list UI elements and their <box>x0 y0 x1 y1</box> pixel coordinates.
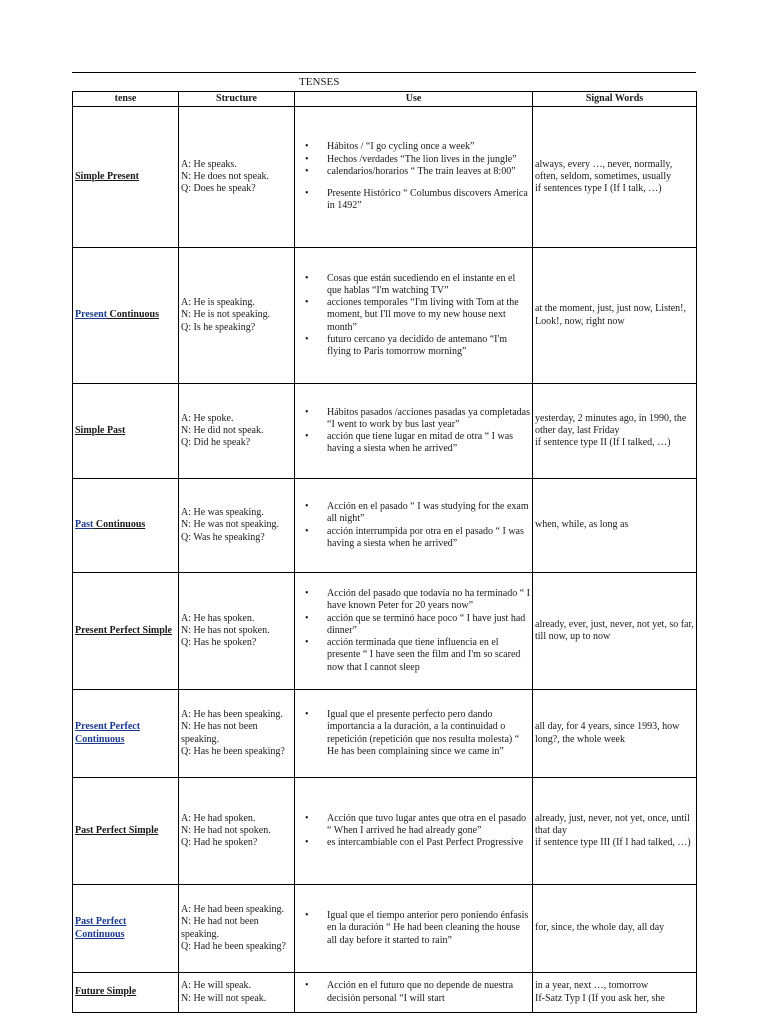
tense-name: Present Perfect Simple <box>75 624 172 636</box>
use-list <box>297 588 530 673</box>
use-item: • Igual que el tiempo anterior pero poniendo énfasis en la duración “ He had been cleaning the house all day before it started to rain” <box>327 910 530 947</box>
use-cell <box>295 479 533 573</box>
structure-cell <box>179 778 295 885</box>
signal-words-line: already, ever, just, never, not yet, so far, till now, up to now <box>535 618 694 642</box>
tense-cell <box>73 248 179 384</box>
structure-line: N: He will not speak. <box>181 992 267 1004</box>
structure-line: N: He had not spoken. <box>181 824 271 836</box>
use-list <box>297 273 530 358</box>
signal-words-line: always, every …, never, normally, often, seldom, sometimes, usually <box>535 158 673 182</box>
tense-cell <box>73 573 179 690</box>
structure-line: A: He is speaking. <box>181 297 255 309</box>
signal-words-line: If-Satz Typ I (If you ask her, she <box>535 992 665 1004</box>
signal-words-cell <box>533 973 697 1013</box>
use-item: • Hábitos pasados /acciones pasadas ya completadas “I went to work by bus last year” <box>327 407 530 431</box>
table-row <box>73 479 697 573</box>
table-row <box>73 107 697 248</box>
structure-line: A: He spoke. <box>181 412 234 424</box>
tense-name: Past Perfect Continuous <box>75 916 127 940</box>
header-tense: tense <box>73 92 179 107</box>
use-item: • acciones temporales “I'm living with Tom at the moment, but I'll move to my new house next month” <box>327 297 530 334</box>
structure-cell <box>179 885 295 973</box>
structure-cell <box>179 973 295 1013</box>
signal-words-cell <box>533 573 697 690</box>
tense-cell <box>73 384 179 479</box>
page-title: TENSES <box>299 76 340 88</box>
structure-line: A: He speaks. <box>181 158 237 170</box>
signal-words-line: if sentence type III (If I had talked, …) <box>535 837 691 849</box>
tense-cell <box>73 479 179 573</box>
use-item: • Presente Histórico “ Columbus discovers America in 1492” <box>327 188 530 212</box>
use-item: • futuro cercano ya decidido de antemano “I'm flying to Paris tomorrow morning” <box>327 334 530 358</box>
table-row <box>73 973 697 1013</box>
structure-cell <box>179 573 295 690</box>
structure-line: A: He has been speaking. <box>181 709 283 721</box>
structure-line: Q: Has he spoken? <box>181 637 257 649</box>
tense-name: Simple Present <box>75 170 139 182</box>
structure-line: N: He did not speak. <box>181 424 264 436</box>
use-cell <box>295 107 533 248</box>
tense-name: Past <box>75 519 94 531</box>
structure-line: A: He will speak. <box>181 980 251 992</box>
signal-words-cell <box>533 384 697 479</box>
tense-name: Present Perfect Continuous <box>75 721 141 745</box>
table-row <box>73 778 697 885</box>
tense-cell <box>73 690 179 778</box>
structure-line: A: He has spoken. <box>181 612 255 624</box>
use-item: • Igual que el presente perfecto pero dando importancia a la duración, a la continuidad o repetición (repetición que nos resulta molesta) “ He has been complaining since we came in” <box>327 709 530 758</box>
signal-words-line: at the moment, just, just now, Listen!, Look!, now, right now <box>535 303 687 327</box>
signal-words-cell <box>533 107 697 248</box>
use-cell <box>295 690 533 778</box>
use-item: • acción que se terminó hace poco “ I have just had dinner” <box>327 613 530 637</box>
table-row <box>73 384 697 479</box>
use-list <box>297 980 530 1004</box>
structure-line: N: He had not been speaking. <box>181 916 262 940</box>
structure-line: N: He is not speaking. <box>181 309 271 321</box>
use-item: • es intercambiable con el Past Perfect Progressive <box>327 837 530 849</box>
structure-line: N: He was not speaking. <box>181 519 280 531</box>
use-cell <box>295 384 533 479</box>
header-row <box>73 92 697 107</box>
use-item: • calendarios/horarios “ The train leaves at 8:00” <box>327 166 530 178</box>
structure-line: A: He was speaking. <box>181 507 264 519</box>
signal-words-line: if sentence type II (If I talked, …) <box>535 437 671 449</box>
structure-line: Q: Was he speaking? <box>181 531 265 543</box>
signal-words-cell <box>533 479 697 573</box>
structure-line: N: He does not speak. <box>181 170 270 182</box>
use-item: • Acción que tuvo lugar antes que otra en el pasado “ When I arrived he had already gone” <box>327 813 530 837</box>
signal-words-cell <box>533 778 697 885</box>
structure-cell <box>179 384 295 479</box>
use-cell <box>295 778 533 885</box>
tense-name: Future Simple <box>75 986 137 998</box>
structure-line: Q: Has he been speaking? <box>181 745 285 757</box>
signal-words-cell <box>533 248 697 384</box>
tense-cell <box>73 885 179 973</box>
structure-line: Q: Does he speak? <box>181 183 256 195</box>
header-use: Use <box>295 92 533 107</box>
use-item: • acción terminada que tiene influencia en el presente “ I have seen the film and I'm so scared now that I cannot sleep <box>327 637 530 674</box>
use-item: • Cosas que están sucediendo en el instante en el que hablas “I'm watching TV” <box>327 273 530 297</box>
table-row <box>73 690 697 778</box>
use-item: • Hábitos / “I go cycling once a week” <box>327 141 530 153</box>
use-list <box>297 813 530 850</box>
signal-words-line: for, since, the whole day, all day <box>535 922 665 934</box>
use-item: • Acción del pasado que todavía no ha terminado “ I have known Peter for 20 years now” <box>327 588 530 612</box>
structure-line: Q: Is he speaking? <box>181 321 256 333</box>
tense-name-suffix: Continuous <box>107 309 159 321</box>
tense-name-suffix: Continuous <box>93 519 146 531</box>
signal-words-line: in a year, next …, tomorrow <box>535 980 649 992</box>
header-structure: Structure <box>179 92 295 107</box>
table-row <box>73 573 697 690</box>
structure-line: A: He had been speaking. <box>181 904 285 916</box>
use-item: • acción interrumpida por otra en el pasado “ I was having a siesta when he arrived” <box>327 526 530 550</box>
structure-cell <box>179 248 295 384</box>
structure-line: Q: Did he speak? <box>181 437 251 449</box>
use-list <box>297 709 530 758</box>
use-spacer <box>327 178 530 188</box>
use-list <box>297 501 530 550</box>
use-cell <box>295 973 533 1013</box>
tenses-table <box>72 91 697 1013</box>
signal-words-line: yesterday, 2 minutes ago, in 1990, the other day, last Friday <box>535 412 687 436</box>
signal-words-cell <box>533 885 697 973</box>
title-row <box>72 73 696 91</box>
signal-words-line: when, while, as long as <box>535 519 629 531</box>
tense-name: Simple Past <box>75 424 126 436</box>
use-cell <box>295 885 533 973</box>
signal-words-cell <box>533 690 697 778</box>
structure-line: Q: Had he been speaking? <box>181 940 286 952</box>
signal-words-line: all day, for 4 years, since 1993, how long?, the whole week <box>535 721 680 745</box>
tense-cell <box>73 107 179 248</box>
tense-cell <box>73 973 179 1013</box>
structure-cell <box>179 479 295 573</box>
structure-line: A: He had spoken. <box>181 812 256 824</box>
use-item: • Hechos /verdades “The lion lives in the jungle” <box>327 154 530 166</box>
signal-words-line: if sentences type I (If I talk, …) <box>535 183 662 195</box>
use-list <box>297 407 530 456</box>
use-item: • acción que tiene lugar en mitad de otra “ I was having a siesta when he arrived” <box>327 431 530 455</box>
header-signal-words: Signal Words <box>533 92 697 107</box>
use-item: • Acción en el pasado “ I was studying for the exam all night” <box>327 501 530 525</box>
table-row <box>73 885 697 973</box>
tense-name: Present <box>75 309 108 321</box>
structure-cell <box>179 107 295 248</box>
structure-line: Q: Had he spoken? <box>181 837 258 849</box>
table-row <box>73 248 697 384</box>
use-item: • Acción en el futuro que no depende de nuestra decisión personal “I will start <box>327 980 530 1004</box>
use-cell <box>295 573 533 690</box>
tense-name: Past Perfect Simple <box>75 824 159 836</box>
structure-line: N: He has not spoken. <box>181 624 270 636</box>
tense-cell <box>73 778 179 885</box>
use-list <box>297 141 530 212</box>
use-list <box>297 910 530 947</box>
use-cell <box>295 248 533 384</box>
signal-words-line: already, just, never, not yet, once, until that day <box>535 812 690 836</box>
structure-line: N: He has not been speaking. <box>181 721 261 745</box>
structure-cell <box>179 690 295 778</box>
